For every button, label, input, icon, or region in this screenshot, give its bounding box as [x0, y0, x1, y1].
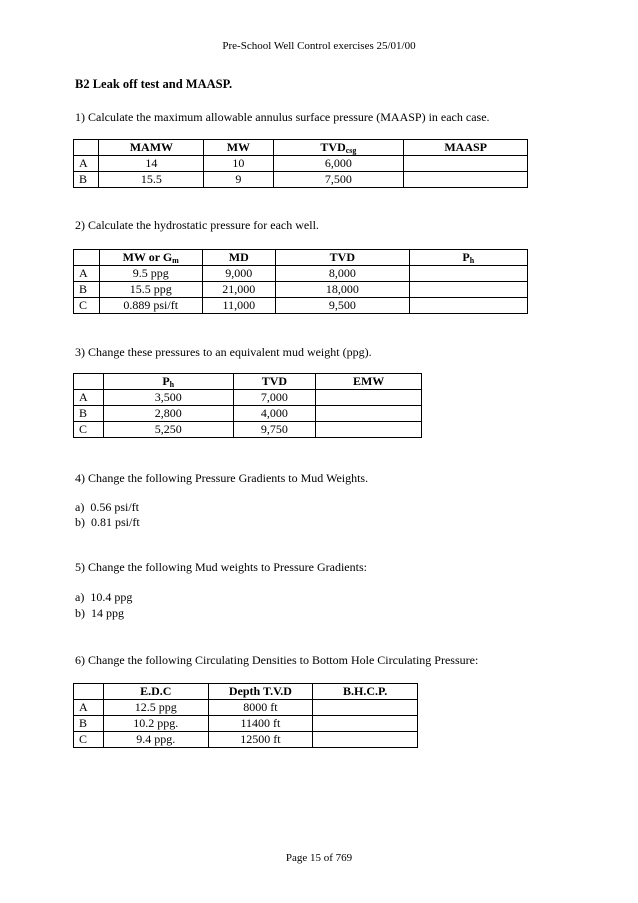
header-cell-empty [74, 250, 100, 266]
table-row [74, 298, 528, 314]
bhcp-answer-cell[interactable] [313, 732, 418, 748]
edc-value: 9.4 ppg. [103, 732, 208, 748]
row-label: C [74, 298, 100, 314]
table-row [74, 716, 418, 732]
bhcp-answer-cell[interactable] [313, 716, 418, 732]
section-title: B2 Leak off test and MAASP. [75, 77, 233, 91]
table-header-row [74, 140, 528, 156]
emw-answer-cell[interactable] [316, 390, 422, 406]
list-item: b) 14 ppg [75, 606, 124, 620]
mw-value: 0.889 psi/ft [99, 298, 202, 314]
maasp-answer-cell[interactable] [404, 156, 528, 172]
row-label: A [74, 700, 104, 716]
header-maasp: MAASP [404, 140, 528, 156]
header-tvd: TVD [276, 250, 410, 266]
header-md: MD [202, 250, 276, 266]
header-ph: $P_h$ [103, 374, 233, 390]
table-row [74, 266, 528, 282]
depth-value: 8000 ft [208, 700, 313, 716]
row-label: B [74, 282, 100, 298]
header-cell-empty [74, 140, 99, 156]
row-label: B [74, 406, 104, 422]
tvd-value: 4,000 [233, 406, 316, 422]
maasp-table [73, 139, 528, 188]
question-6-prompt: 6) Change the following Circulating Densities to Bottom Hole Circulating Pressure: [75, 653, 479, 667]
question-4-prompt: 4) Change the following Pressure Gradients to Mud Weights. [75, 471, 369, 485]
table-row [74, 422, 422, 438]
edc-value: 12.5 ppg [103, 700, 208, 716]
maasp-answer-cell[interactable] [404, 172, 528, 188]
bhcp-answer-cell[interactable] [313, 700, 418, 716]
page-footer: Page 15 of 769 [285, 852, 353, 864]
row-label: A [74, 156, 99, 172]
tvd-value: 18,000 [276, 282, 410, 298]
edc-value: 10.2 ppg. [103, 716, 208, 732]
mw-value: 15.5 ppg [99, 282, 202, 298]
table-header-row [74, 250, 528, 266]
list-item: a) 0.56 psi/ft [75, 500, 139, 514]
header-edc: E.D.C [103, 684, 208, 700]
row-label: B [74, 172, 99, 188]
ph-answer-cell[interactable] [409, 298, 527, 314]
question-1-prompt: 1) Calculate the maximum allowable annulus surface pressure (MAASP) in each case. [75, 110, 490, 124]
row-label: C [74, 422, 104, 438]
header-mw-gm: MW or $G_m$ [99, 250, 202, 266]
table-row [74, 406, 422, 422]
question-2-prompt: 2) Calculate the hydrostatic pressure for each well. [75, 218, 319, 232]
tvd-value: 8,000 [276, 266, 410, 282]
emw-table [73, 373, 422, 438]
table-header-row [74, 374, 422, 390]
md-value: 21,000 [202, 282, 276, 298]
mamw-value: 14 [99, 156, 204, 172]
header-cell-empty [74, 374, 104, 390]
question-5-prompt: 5) Change the following Mud weights to Pressure Gradients: [75, 560, 367, 574]
mw-value: 9.5 ppg [99, 266, 202, 282]
depth-value: 12500 ft [208, 732, 313, 748]
ph-answer-cell[interactable] [409, 266, 527, 282]
question-3-prompt: 3) Change these pressures to an equivalent mud weight (ppg). [75, 345, 372, 359]
table-header-row [74, 684, 418, 700]
bhcp-table [73, 683, 418, 748]
table-row [74, 700, 418, 716]
ph-value: 5,250 [103, 422, 233, 438]
table-row [74, 732, 418, 748]
header-tvd: TVD [233, 374, 316, 390]
hydrostatic-table [73, 249, 528, 314]
row-label: A [74, 390, 104, 406]
mw-value: 9 [204, 172, 273, 188]
ph-value: 3,500 [103, 390, 233, 406]
table-row [74, 282, 528, 298]
header-tvd-csg: $TVD_{csg}$ [273, 140, 404, 156]
table-row [74, 172, 528, 188]
md-value: 9,000 [202, 266, 276, 282]
mw-value: 10 [204, 156, 273, 172]
ph-answer-cell[interactable] [409, 282, 527, 298]
tvd-value: 9,750 [233, 422, 316, 438]
md-value: 11,000 [202, 298, 276, 314]
row-label: A [74, 266, 100, 282]
depth-value: 11400 ft [208, 716, 313, 732]
header-cell-empty [74, 684, 104, 700]
row-label: C [74, 732, 104, 748]
header-mw: MW [204, 140, 273, 156]
tvd-value: 9,500 [276, 298, 410, 314]
emw-answer-cell[interactable] [316, 422, 422, 438]
table-row [74, 390, 422, 406]
list-item: a) 10.4 ppg [75, 590, 133, 604]
header-ph: $P_h$ [409, 250, 527, 266]
mamw-value: 15.5 [99, 172, 204, 188]
tvd-value: 7,000 [233, 390, 316, 406]
list-item: b) 0.81 psi/ft [75, 515, 140, 529]
ph-value: 2,800 [103, 406, 233, 422]
header-depth-tvd: Depth T.V.D [208, 684, 313, 700]
tvd-value: 7,500 [273, 172, 404, 188]
row-label: B [74, 716, 104, 732]
header-bhcp: B.H.C.P. [313, 684, 418, 700]
table-row [74, 156, 528, 172]
header-emw: EMW [316, 374, 422, 390]
emw-answer-cell[interactable] [316, 406, 422, 422]
page-header: Pre-School Well Control exercises 25/01/00 [222, 40, 416, 52]
tvd-value: 6,000 [273, 156, 404, 172]
header-mamw: MAMW [99, 140, 204, 156]
